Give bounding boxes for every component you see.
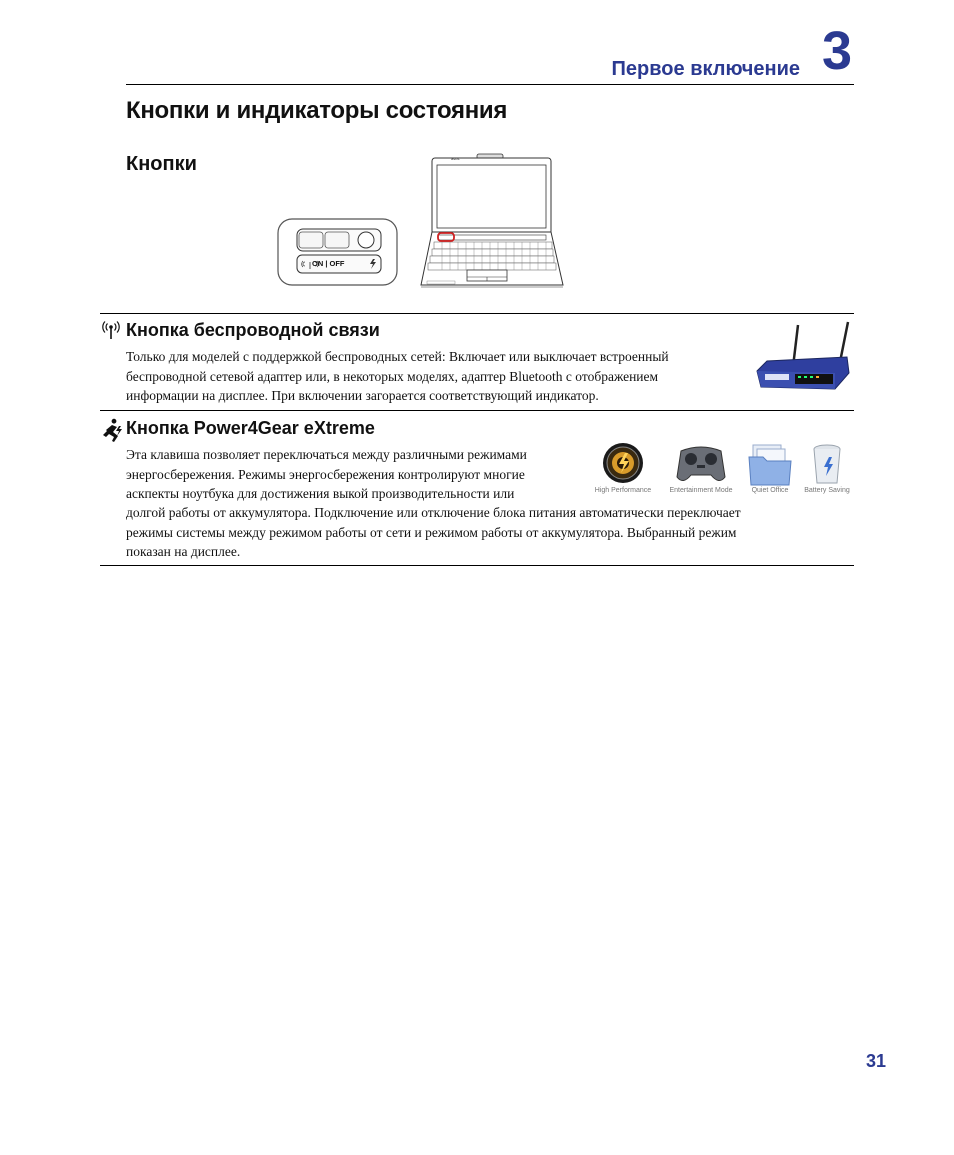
text-line: показан на дисплее. [126, 544, 241, 559]
power4gear-icon [100, 418, 122, 447]
speaker-icon [587, 441, 659, 487]
on-off-label: ON | OFF [312, 259, 345, 268]
mode-label: Quiet Office [751, 487, 789, 494]
button-panel-drawing [277, 218, 399, 286]
trash-icon [798, 441, 856, 487]
text-line: энергосбережения. Режимы энергосбережения контролируют многие [126, 466, 525, 482]
button-panel-illustration [277, 218, 399, 286]
power4gear-description-narrow [126, 445, 596, 504]
text-line: информации на дисплее. При включении загорается соответствующий индикатор. [126, 388, 599, 403]
section-heading-buttons: Кнопки [126, 153, 197, 175]
text-line: режимы системы между режимом работы от сети и режимом работы от аккумулятора. Выбранный режим [126, 524, 737, 540]
router-image [755, 321, 853, 393]
laptop-brand-logo: asus [451, 156, 460, 161]
laptop-illustration [417, 153, 567, 291]
text-line: долгой работы от аккумулятора. Подключение или отключение блока питания автоматически переключает [126, 505, 741, 520]
wireless-section [100, 318, 854, 408]
page-title: Кнопки и индикаторы состояния [126, 97, 508, 124]
chapter-number: 3 [822, 21, 853, 81]
mode-label: High Performance [594, 487, 652, 494]
wireless-description [126, 347, 756, 406]
section-divider [100, 313, 854, 314]
mode-label: Entertainment Mode [669, 487, 733, 494]
laptop-drawing [417, 153, 567, 291]
text-line: Эта клавиша позволяет переключаться между различными режимами [126, 447, 527, 462]
text-line: аскпекты ноутбука для достижения выкой производительности или [126, 486, 515, 501]
gamepad-icon [663, 441, 739, 487]
chapter-title: Первое включение [611, 58, 800, 80]
power-mode-quiet-office [743, 441, 797, 499]
wireless-icon [100, 320, 122, 345]
header-divider [126, 84, 854, 85]
folder-icon [743, 441, 797, 487]
section-divider [100, 410, 854, 411]
power-mode-battery-saving [798, 441, 856, 499]
power-mode-high-performance [587, 441, 659, 499]
power4gear-section [100, 414, 854, 562]
text-line: Только для моделей с поддержкой беспроводных сетей: Включает или выключает встроенный [126, 349, 669, 364]
wireless-section-title: Кнопка беспроводной связи [126, 320, 380, 340]
mode-label: Battery Saving [804, 487, 850, 494]
power4gear-section-title: Кнопка Power4Gear eXtreme [126, 418, 375, 438]
text-line: беспроводной сетевой адаптер или, в некоторых моделях, адаптер Bluetooth с отображением [126, 368, 659, 384]
section-divider [100, 565, 854, 566]
page-number: 31 [866, 1051, 887, 1071]
power-mode-entertainment [663, 441, 739, 499]
power4gear-description-wide [126, 503, 856, 562]
